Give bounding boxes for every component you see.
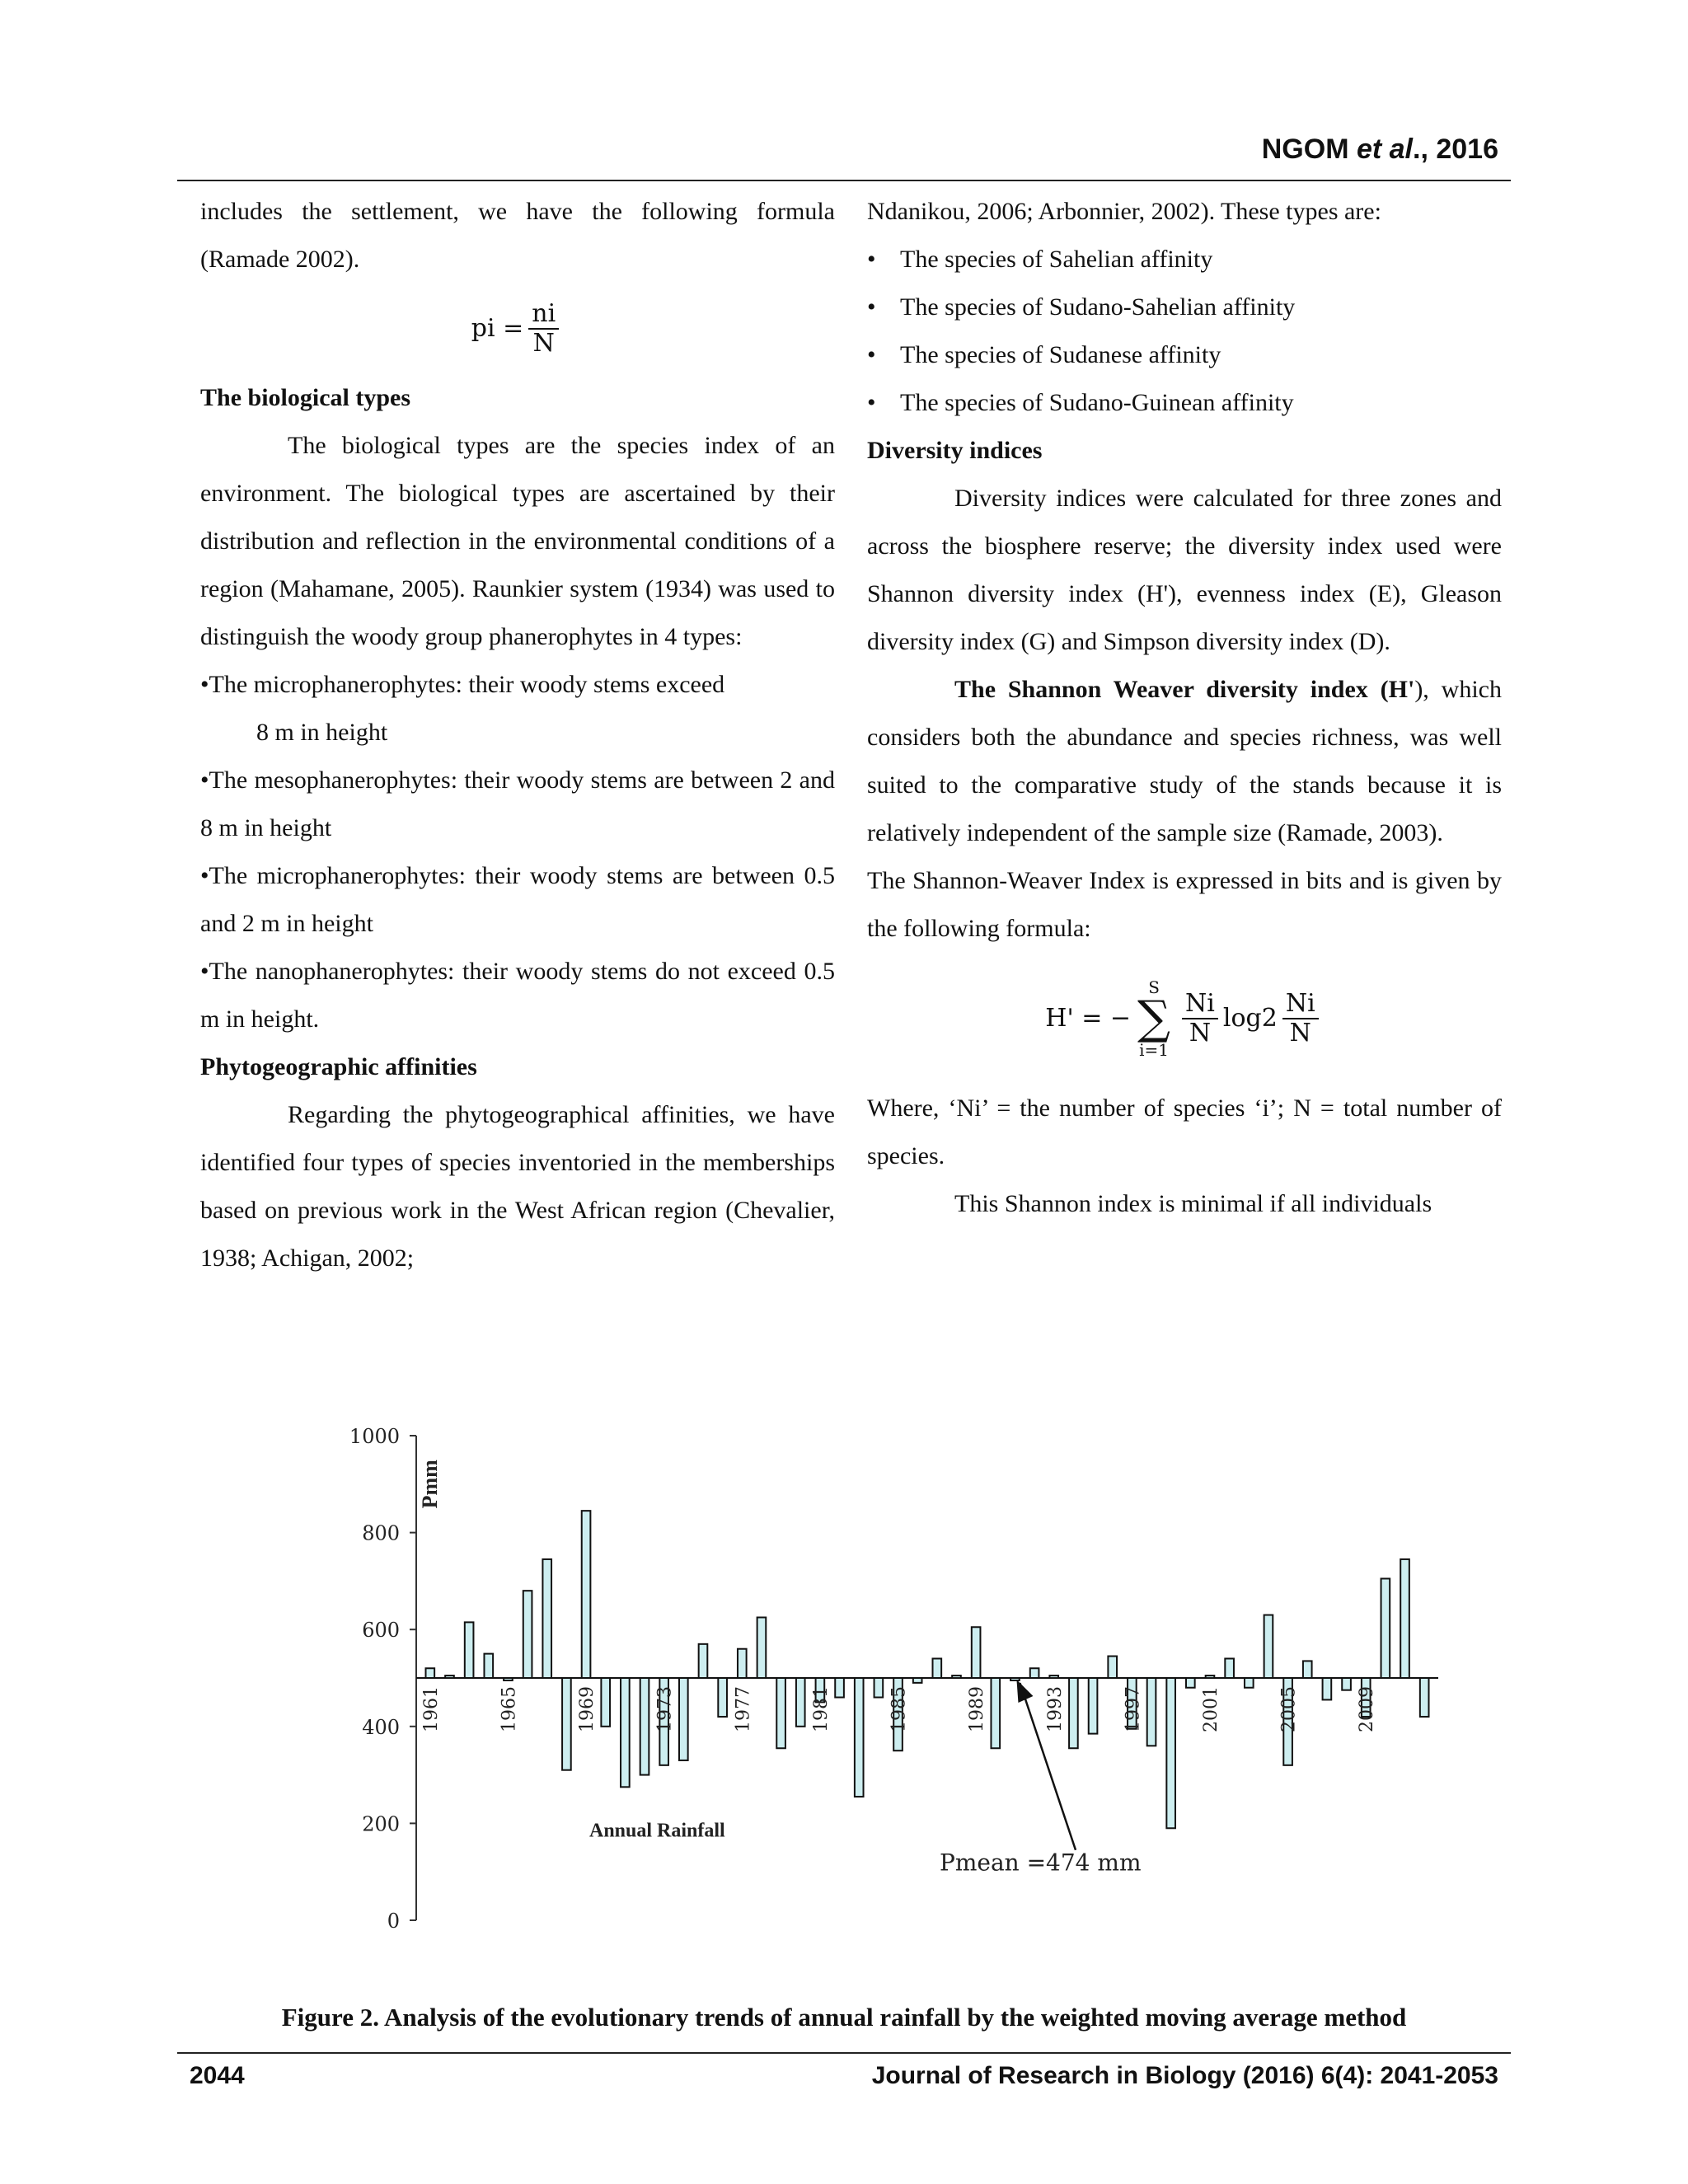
paragraph: The biological types are the species index of an environment. The biological types are ascertained by their distribution and reflection in the environmental conditions of a region (Mahamane, 2005). Raunkier system (1934) was used to distinguish the woody group phanerophytes in 4 types: [200, 432, 835, 650]
page-number: 2044 [190, 2062, 245, 2089]
bar [835, 1678, 844, 1698]
paragraph: The Shannon-Weaver Index is expressed in bits and is given by the following formula: [867, 867, 1502, 942]
bar [952, 1675, 961, 1678]
bar [738, 1649, 747, 1678]
bar [1186, 1678, 1195, 1688]
bar [1342, 1678, 1351, 1690]
bar [523, 1591, 532, 1678]
bar [699, 1644, 708, 1678]
bar [484, 1654, 493, 1678]
figure-caption: Figure 2. Analysis of the evolutionary trends of annual rainfall by the weighted moving average method [281, 2003, 1407, 2032]
bar [1381, 1578, 1390, 1678]
bar [426, 1668, 435, 1678]
bar [913, 1678, 922, 1683]
y-tick-label: 600 [362, 1619, 400, 1643]
bar [718, 1678, 727, 1717]
list-item: • The species of Sudanese affinity [867, 341, 1221, 368]
mean-arrow-head [1016, 1680, 1033, 1703]
paragraph: The Shannon Weaver diversity index (H'), which considers both the abundance and species richness, was well suited to the comparative study of the stands because it is relatively independent of the sample size (Ramade, 2003). [867, 676, 1502, 846]
left-column [200, 188, 835, 1282]
paragraph: This Shannon index is minimal if all individuals [954, 1190, 1432, 1217]
list-item: •The microphanerophytes: their woody stems exceed [200, 671, 725, 698]
bar [1264, 1615, 1273, 1678]
x-tick-label: 2005 [1278, 1686, 1300, 1732]
list-item: •The nanophanerophytes: their woody stems do not exceed 0.5 m in height. [200, 958, 835, 1033]
header-rule [177, 180, 1511, 181]
x-tick-label: 1965 [499, 1686, 520, 1732]
bar [1166, 1678, 1175, 1828]
x-tick-label: 1969 [577, 1686, 598, 1732]
bar [933, 1658, 942, 1678]
bar [1303, 1661, 1312, 1678]
y-tick-label: 400 [362, 1715, 400, 1739]
bar [1206, 1675, 1215, 1678]
bar [465, 1622, 474, 1678]
list-item: • The species of Sudano-Sahelian affinity [867, 293, 1296, 321]
list-item: • The species of Sahelian affinity [867, 246, 1213, 273]
section-heading: Phytogeographic affinities [200, 1053, 477, 1080]
bar [1010, 1678, 1020, 1680]
x-tick-label: 2009 [1357, 1686, 1378, 1732]
y-tick-label: 200 [362, 1812, 400, 1836]
x-tick-label: 1989 [967, 1686, 988, 1732]
bar [562, 1678, 571, 1770]
right-column [867, 188, 1502, 1228]
bar [991, 1678, 1000, 1748]
bar [874, 1678, 884, 1698]
bar [1420, 1678, 1429, 1717]
section-heading: Diversity indices [867, 437, 1043, 464]
bar [1147, 1678, 1156, 1746]
bar [855, 1678, 864, 1797]
paragraph: Where, ‘Ni’ = the number of species ‘i’; N = total number of species. [867, 1094, 1502, 1169]
bar [601, 1678, 610, 1727]
y-tick-label: 1000 [349, 1425, 400, 1448]
bar [445, 1675, 454, 1678]
x-tick-label: 1997 [1123, 1686, 1144, 1732]
section-heading: The biological types [200, 384, 411, 411]
mean-annotation: Pmean =474 mm [940, 1849, 1142, 1877]
list-item: •The microphanerophytes: their woody stems are between 0.5 and 2 m in height [200, 862, 835, 937]
y-tick-label: 0 [387, 1910, 400, 1933]
y-axis-label: Pmm [418, 1460, 442, 1509]
running-header: NGOM et al., 2016 [1261, 134, 1498, 165]
bar [757, 1618, 767, 1679]
bar [796, 1678, 805, 1727]
list-item-continuation: 8 m in height [256, 719, 388, 746]
bar [1069, 1678, 1078, 1748]
bar [504, 1678, 513, 1680]
x-tick-label: 1985 [889, 1686, 910, 1732]
bar [582, 1511, 591, 1678]
equation-shannon: H' = − S ∑ i=1 $\frac{Ni}{N}$ log2 $\frac{Ni}{N}$ [867, 953, 1502, 1085]
x-tick-label: 1977 [733, 1686, 754, 1732]
equation-pi: pi = $\frac{ni}{N}$ [200, 284, 835, 374]
bar [1323, 1678, 1332, 1699]
x-tick-label: 1973 [654, 1686, 676, 1732]
list-item: • The species of Sudano-Guinean affinity [867, 389, 1294, 416]
y-tick-label: 800 [362, 1521, 400, 1545]
x-tick-label: 1981 [810, 1686, 832, 1732]
journal-citation: Journal of Research in Biology (2016) 6(4): 2041-2053 [871, 2062, 1498, 2089]
footer-rule [177, 2052, 1511, 2054]
bar [1089, 1678, 1098, 1734]
bar [1030, 1668, 1039, 1678]
paragraph: Ndanikou, 2006; Arbonnier, 2002). These types are: [867, 198, 1381, 225]
series-annotation: Annual Rainfall [589, 1820, 725, 1842]
x-tick-label: 1993 [1044, 1686, 1066, 1732]
bar [621, 1678, 630, 1787]
bar [640, 1678, 649, 1775]
rainfall-bar-chart [313, 1401, 1451, 1945]
paragraph: Diversity indices were calculated for three zones and across the biosphere reserve; the diversity index used were Shannon diversity index (H'), evenness index (E), Gleason diversity index (G) and Simpson diversity index (D). [867, 485, 1502, 655]
bar [1108, 1657, 1117, 1678]
bar [679, 1678, 688, 1760]
list-item: •The mesophanerophytes: their woody stems are between 2 and 8 m in height [200, 766, 835, 841]
bar [776, 1678, 785, 1748]
paragraph: includes the settlement, we have the following formula (Ramade 2002). [200, 198, 835, 273]
bar [542, 1559, 551, 1678]
bar [1400, 1559, 1409, 1678]
x-tick-label: 1961 [420, 1686, 442, 1732]
paragraph: Regarding the phytogeographical affinities, we have identified four types of species inventoried in the memberships based on previous work in the West African region (Chevalier, 1938; Achigan, 2002; [200, 1101, 835, 1272]
bar [972, 1627, 981, 1678]
bar [1049, 1675, 1058, 1678]
bar [1245, 1678, 1254, 1688]
x-tick-label: 2001 [1200, 1686, 1221, 1732]
bar [1225, 1658, 1234, 1678]
